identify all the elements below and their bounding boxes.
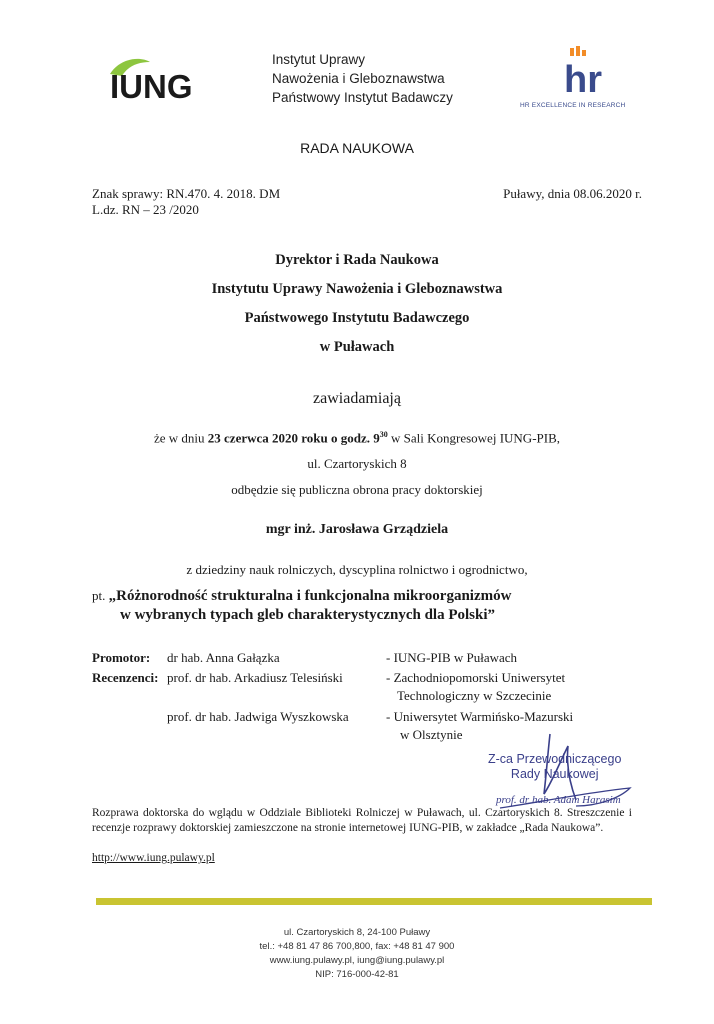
candidate-name: mgr inż. Jarosława Grządziela bbox=[265, 522, 449, 537]
reviewers-label: Recenzenci: bbox=[92, 670, 159, 685]
reviewer-institution: - Uniwersytet Warmińsko-Mazurski bbox=[386, 709, 574, 724]
footer-nip: NIP: 716-000-42-81 bbox=[315, 969, 399, 980]
announcement-line bbox=[0, 430, 714, 446]
iung-logo bbox=[106, 56, 256, 102]
institute-line: Państwowy Instytut Badawczy bbox=[272, 90, 453, 105]
promotor-label: Promotor: bbox=[92, 650, 151, 665]
footer-divider bbox=[96, 898, 652, 905]
thesis-title bbox=[92, 588, 652, 624]
heading-line: Państwowego Instytutu Badawczego bbox=[244, 310, 470, 326]
defense-datetime: 23 czerwca 2020 roku o godz. 9 bbox=[207, 430, 380, 446]
heading-line: w Puławach bbox=[319, 339, 395, 355]
signature-role-cont: Rady Naukowej bbox=[510, 767, 599, 781]
announcement-address: ul. Czartoryskich 8 bbox=[307, 456, 407, 471]
heading-line: Instytutu Uprawy Nawożenia i Gleboznawstwa bbox=[211, 281, 503, 297]
notify-word: zawiadamiają bbox=[313, 390, 401, 407]
announcement-prefix: że w dniu bbox=[153, 430, 208, 446]
hr-excellence-logo bbox=[556, 44, 612, 100]
case-number: Znak sprawy: RN.470. 4. 2018. DM bbox=[92, 186, 281, 201]
field-of-study: z dziedziny nauk rolniczych, dyscyplina rolnictwo i ogrodnictwo, bbox=[186, 562, 528, 577]
reviewer-name: prof. dr hab. Jadwiga Wyszkowska bbox=[167, 709, 349, 724]
reviewer-institution-cont: w Olsztynie bbox=[400, 727, 463, 742]
reviewer-institution-cont: Technologiczny w Szczecinie bbox=[397, 688, 552, 703]
institute-line: Instytut Uprawy bbox=[272, 52, 366, 67]
announcement-suffix: w Sali Kongresowej IUNG-PIB, bbox=[387, 430, 560, 446]
footer-phone: tel.: +48 81 47 86 700,800, fax: +48 81 47 900 bbox=[259, 941, 455, 952]
heading-line: Dyrektor i Rada Naukowa bbox=[275, 252, 439, 268]
footer-address: ul. Czartoryskich 8, 24-100 Puławy bbox=[283, 927, 431, 938]
hr-caption: HR EXCELLENCE IN RESEARCH bbox=[520, 102, 626, 109]
signature-name: prof. dr hab. Adam Harasim bbox=[496, 794, 621, 806]
thesis-line-1 bbox=[92, 588, 652, 605]
footer-web: www.iung.pulawy.pl, iung@iung.pulawy.pl bbox=[269, 955, 445, 966]
thesis-title-2: w wybranych typach gleb charakterystycznych dla Polski” bbox=[120, 607, 495, 623]
signature-stamp bbox=[488, 752, 621, 782]
website-link[interactable]: http://www.iung.pulawy.pl bbox=[92, 852, 215, 864]
hr-logo-text: hr bbox=[564, 59, 602, 100]
reviewer-name: prof. dr hab. Arkadiusz Telesiński bbox=[167, 670, 343, 685]
thesis-title-1: „Różnorodność strukturalna i funkcjonalna mikroorganizmów bbox=[108, 588, 512, 604]
promotor-institution: - IUNG-PIB w Puławach bbox=[386, 650, 518, 665]
footer-contact bbox=[0, 926, 714, 982]
signature-role: Z-ca Przewodniczącego bbox=[488, 752, 622, 766]
letter-number: L.dz. RN – 23 /2020 bbox=[92, 202, 199, 217]
reference-block bbox=[92, 186, 280, 218]
logo-wordmark: IUNG bbox=[110, 68, 193, 102]
council-title: RADA NAUKOWA bbox=[300, 140, 414, 156]
institute-line: Nawożenia i Gleboznawstwa bbox=[272, 71, 445, 86]
availability-note: Rozprawa doktorska do wglądu w Oddziale Biblioteki Rolniczej w Puławach, ul. Czartoryskich 8. Streszczenie i recenzje rozprawy doktorskiej zamieszczone na stronie internetowej IUNG-PIB, w zakładce „Rada Naukowa”. bbox=[92, 807, 632, 834]
thesis-prefix: pt. bbox=[92, 588, 109, 603]
place-date: Puławy, dnia 08.06.2020 r. bbox=[503, 186, 642, 201]
promotor-name: dr hab. Anna Gałązka bbox=[167, 650, 280, 665]
announcement-event: odbędzie się publiczna obrona pracy doktorskiej bbox=[231, 482, 483, 497]
defense-minutes: 30 bbox=[379, 430, 388, 439]
institute-name bbox=[272, 50, 453, 107]
heading bbox=[0, 246, 714, 362]
reviewer-institution: - Zachodniopomorski Uniwersytet bbox=[386, 670, 566, 685]
